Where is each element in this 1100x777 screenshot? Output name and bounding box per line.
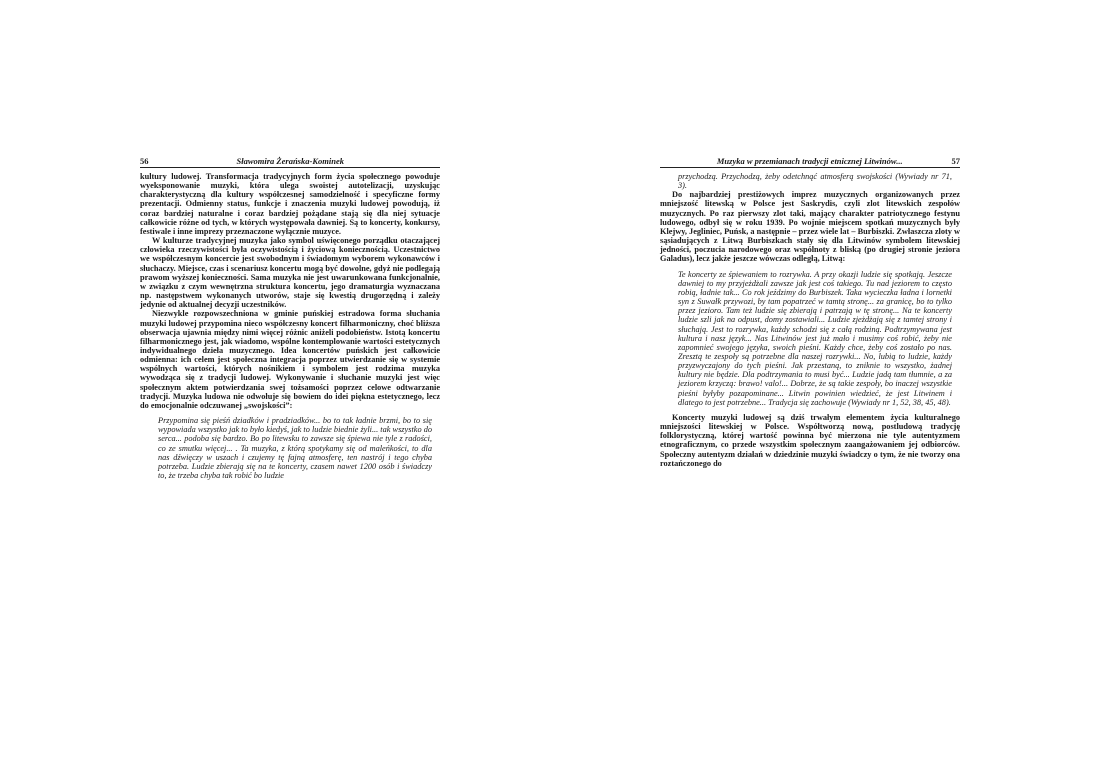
left-page-body bbox=[140, 172, 440, 480]
header-rule bbox=[660, 167, 960, 168]
left-page bbox=[140, 156, 440, 486]
right-page-body bbox=[660, 172, 960, 468]
running-title: Muzyka w przemianach tradycji etnicznej Litwinów... bbox=[716, 156, 903, 166]
block-quote: Przypomina się pieśń dziadków i pradziadków... bo to tak ładnie brzmi, bo to się wypowiada wszystko jak to było kiedyś, jak to ludzie biednie żyli... tak wszystko do serca... podoba się bardzo. Bo po litewsku to zawsze się śpiewa nie tyle z radości, co ze smutku więcej... . Ta muzyka, z którą spotykamy się od maleńkości, to dla nas dźwięczy w uszach i czujemy tę fajną atmosferę, ten nastrój i tego chyba potrzeba. Ludzie zbierają się na te koncerty, czasem nawet 1200 osób i świadczy to, że trzeba chyba tak robić bo ludzie bbox=[158, 416, 432, 480]
paragraph: Koncerty muzyki ludowej są dziś trwałym elementem życia kulturalnego mniejszości litewskiej w Polsce. Współtworzą nową, postludową tradycję folklorystyczną, której wartość powinna być mierzona nie tyle autentyzmem etnograficznym, co przede wszystkim społecznym zaangażowaniem jej odbiorców. Społeczny autentyzm działań w dziedzinie muzyki świadczy o tym, że nie tworzy ona roztańczonego do bbox=[660, 412, 960, 468]
block-quote-continuation: przychodzą. Przychodzą, żeby odetchnąć atmosferą swojskości (Wywiady nr 71, 3). bbox=[678, 172, 952, 191]
page-number: 56 bbox=[140, 156, 149, 166]
paragraph: Niezwykle rozpowszechniona w gminie puńskiej estradowa forma słuchania muzyki ludowej przypomina nieco współczesny koncert filharmoniczny, choć bliższa obserwacja ujawnia między nimi więcej różnic aniżeli podobieństw. Istotą koncertu filharmonicznego jest, jak wiadomo, wspólne kontemplowanie wartości estetycznych indywidualnego dzieła muzycznego. Idea koncertów puńskich jest całkowicie odmienna: ich celem jest społeczna integracja poprzez utwierdzanie się w systemie wspólnych wartości, których nośnikiem i symbolem jest rodzima muzyka wywodząca się z tradycji ludowej. Wykonywanie i słuchanie muzyki jest więc społecznym aktem potwierdzania swej tożsamości poprzez celowe odtwarzanie tradycji. Muzyka ludowa nie odwołuje się bowiem do idei piękna estetycznego, lecz do emocjonalnie odczuwanej „swojskości”: bbox=[140, 309, 440, 410]
right-page bbox=[660, 156, 960, 468]
block-quote: Te koncerty ze śpiewaniem to rozrywka. A przy okazji ludzie się spotkają. Jeszcze dawniej to my przyjeżdżali zawsze jak jest coś takiego. Tu nad jeziorem to często robią, ładnie tak... Co rok jeździmy do Burbiszek. Taka wycieczka ładna i lornetki syn z Suwałk przywozi, by tam popatrzeć w tamtą stronę... za granicę, bo to tylko przez jezioro. Tam też ludzie się zbierają i patrzają w tę stronę... Na te koncerty ludzie szli jak na odpust, domy zostawiali... Ludzie zjeżdżają się z tamtej strony i słuchają. Jest to rozrywka, każdy schodzi się z całą rodziną. Podtrzymywana jest kultura i nasz język... Nas Litwinów jest już mało i musimy coś robić, żeby nie zapomnieć swojego języka, swoich pieśni. Każdy chce, żeby coś zostało po nas. Zresztą te zespoły są potrzebne dla naszej rozrywki... No, lubią to ludzie, każdy przyzwyczajony do tych pieśni. Jak przestaną, to zniknie to wszystko, żadnej kultury nie będzie. Dla podtrzymania to musi być... Ludzie jadą tam tłumnie, a za jeziorem krzyczą: brawo! valo!... Dobrze, że są takie zespoły, bo inaczej wszystkie pieśni byłyby pozapominane... Litwin powinien wiedzieć, że jest Litwinem i dlatego to jest potrzebne... Tradycja się zachowuje (Wywiady nr 1, 52, 38, 45, 48). bbox=[678, 269, 952, 407]
right-page-header bbox=[660, 156, 960, 167]
paragraph: W kulturze tradycyjnej muzyka jako symbol uświęconego porządku otaczającej człowieka rzeczywistości była oczywistością i życiową koniecznością. Uczestnictwo we współczesnym koncercie jest swobodnym i świadomym wyborem wykonawców i słuchaczy. Miejsce, czas i scenariusz koncertu mogą być dowolne, gdyż nie podlegają prawom wyższej konieczności. Sama muzyka nie jest uwarunkowana funkcjonalnie, w związku z czym wewnętrzna struktura koncertu, jego dramaturgia wyznaczana np. następstwem wykonanych utworów, staje się kwestią drugorzędną i zależy jedynie od aktualnej decyzji uczestników. bbox=[140, 236, 440, 310]
left-page-header bbox=[140, 156, 440, 167]
page-number: 57 bbox=[951, 156, 960, 166]
running-title: Sławomira Żerańska-Kominek bbox=[236, 156, 344, 166]
paragraph: Do najbardziej prestiżowych imprez muzycznych organizowanych przez mniejszość litewską w Polsce jest Saskrydis, czyli zlot litewskich zespołów muzycznych. Po raz pierwszy zlot taki, mający charakter patriotycznego festynu ludowego, odbył się w roku 1939. Po wojnie miejscem spotkań muzycznych były Klejwy, Jegliniec, Puńsk, a następnie – przez wiele lat – Burbiszki. Zwłaszcza zloty w sąsiadujących z Litwą Burbiszkach stały się dla Litwinów symbolem litewskiej jedności, poczucia narodowego oraz wspólnoty z bliską (po drugiej stronie jeziora Galadus), lecz jakże jeszcze wówczas odległą, Litwą: bbox=[660, 190, 960, 264]
header-rule bbox=[140, 167, 440, 168]
paragraph: kultury ludowej. Transformacja tradycyjnych form życia społecznego powoduje wyeksponowanie muzyki, która ulega swoistej autotelizacji, uzyskując charakterystyczną dla kultury współczesnej samodzielność i specyficzne formy prezentacji. Odmienny status, funkcje i znaczenia muzyki ludowej powodują, iż coraz bardziej naturalne i coraz bardziej pożądane stają się dla niej sytuacje całkowicie różne od tych, w których występowała dawniej. Są to koncerty, konkursy, festiwale i inne imprezy przeznaczone wyłącznie muzyce. bbox=[140, 172, 440, 236]
